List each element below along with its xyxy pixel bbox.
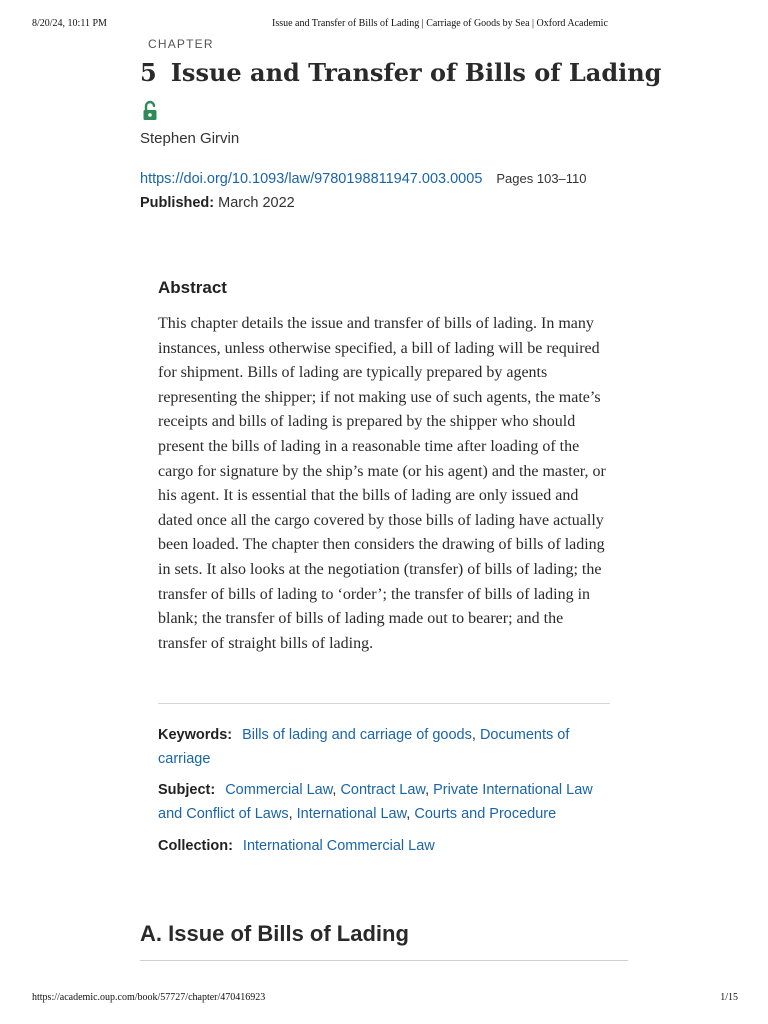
collection-row — [158, 834, 612, 858]
chapter-label: CHAPTER — [148, 37, 214, 51]
published-value: March 2022 — [218, 195, 295, 211]
keywords-label: Keywords: — [158, 727, 233, 743]
keyword-link[interactable]: Bills of lading and carriage of goods — [242, 727, 472, 743]
collection-label: Collection: — [158, 838, 233, 854]
keywords-row: Keywords: Bills of lading and carriage of goods, Documents of carriage — [158, 727, 570, 767]
abstract-divider — [158, 703, 610, 704]
author-name[interactable]: Stephen Girvin — [140, 130, 240, 147]
doi-line — [140, 171, 587, 187]
abstract-heading: Abstract — [158, 278, 227, 297]
published-label: Published: — [140, 195, 215, 211]
published-date — [140, 195, 295, 211]
subject-link[interactable]: Contract Law — [340, 782, 426, 798]
abstract-text: This chapter details the issue and transfer of bills of lading. In many instances, unless otherwise specified, a bill of lading will be required for shipment. Bills of lading are typically prepared by agents representing the shipper; if not making use of such agents, the mate’s receipts and bills of lading is prepared by the shipper who should present the bills of lading in a reasonable time after loading of the cargo for signature by the ship’s mate (or his agent) and the master, or his agent. It is essential that the bills of lading are only issued and dated once all the cargo covered by those bills of lading have actually been loaded. The chapter then considers the drawing of bills of lading in sets. It also looks at the negotiation (transfer) of bills of lading; the transfer of bills of lading to ‘order’; the transfer of bills of lading in blank; the transfer of bills of lading made out to bearer; and the transfer of straight bills of lading. — [158, 315, 606, 652]
subject-label: Subject: — [158, 782, 216, 798]
subject-link[interactable]: Private International Law and Conflict of Laws — [158, 782, 593, 822]
chapter-number: 5 — [140, 58, 157, 87]
subject-link[interactable]: International Law — [296, 806, 407, 822]
print-document-title: Issue and Transfer of Bills of Lading | Carriage of Goods by Sea | Oxford Academic — [272, 18, 608, 29]
section-heading: A. Issue of Bills of Lading — [140, 921, 409, 946]
print-page-number: 1/15 — [720, 992, 738, 1003]
subject-link[interactable]: Commercial Law — [225, 782, 333, 798]
abstract-section — [158, 278, 612, 656]
chapter-title-text: Issue and Transfer of Bills of Lading — [170, 58, 662, 87]
doi-link[interactable]: https://doi.org/10.1093/law/9780198811947.003.0005 — [140, 171, 483, 187]
chapter-title — [140, 58, 661, 87]
page-range: Pages 103–110 — [496, 171, 587, 186]
keyword-link[interactable]: Documents of carriage — [158, 727, 570, 767]
section-divider — [140, 960, 628, 961]
subject-row: Subject: Commercial Law, Contract Law, Private International Law and Conflict of Laws, International Law, Courts and Procedure — [158, 782, 593, 822]
print-header — [0, 18, 768, 32]
print-footer — [0, 992, 768, 1006]
collection-link[interactable]: International Commercial Law — [242, 838, 435, 854]
print-date: 8/20/24, 10:11 PM — [32, 18, 107, 29]
subject-link[interactable]: Courts and Procedure — [414, 806, 557, 822]
print-url: https://academic.oup.com/book/57727/chapter/470416923 — [32, 992, 266, 1003]
open-lock-icon — [142, 100, 158, 122]
